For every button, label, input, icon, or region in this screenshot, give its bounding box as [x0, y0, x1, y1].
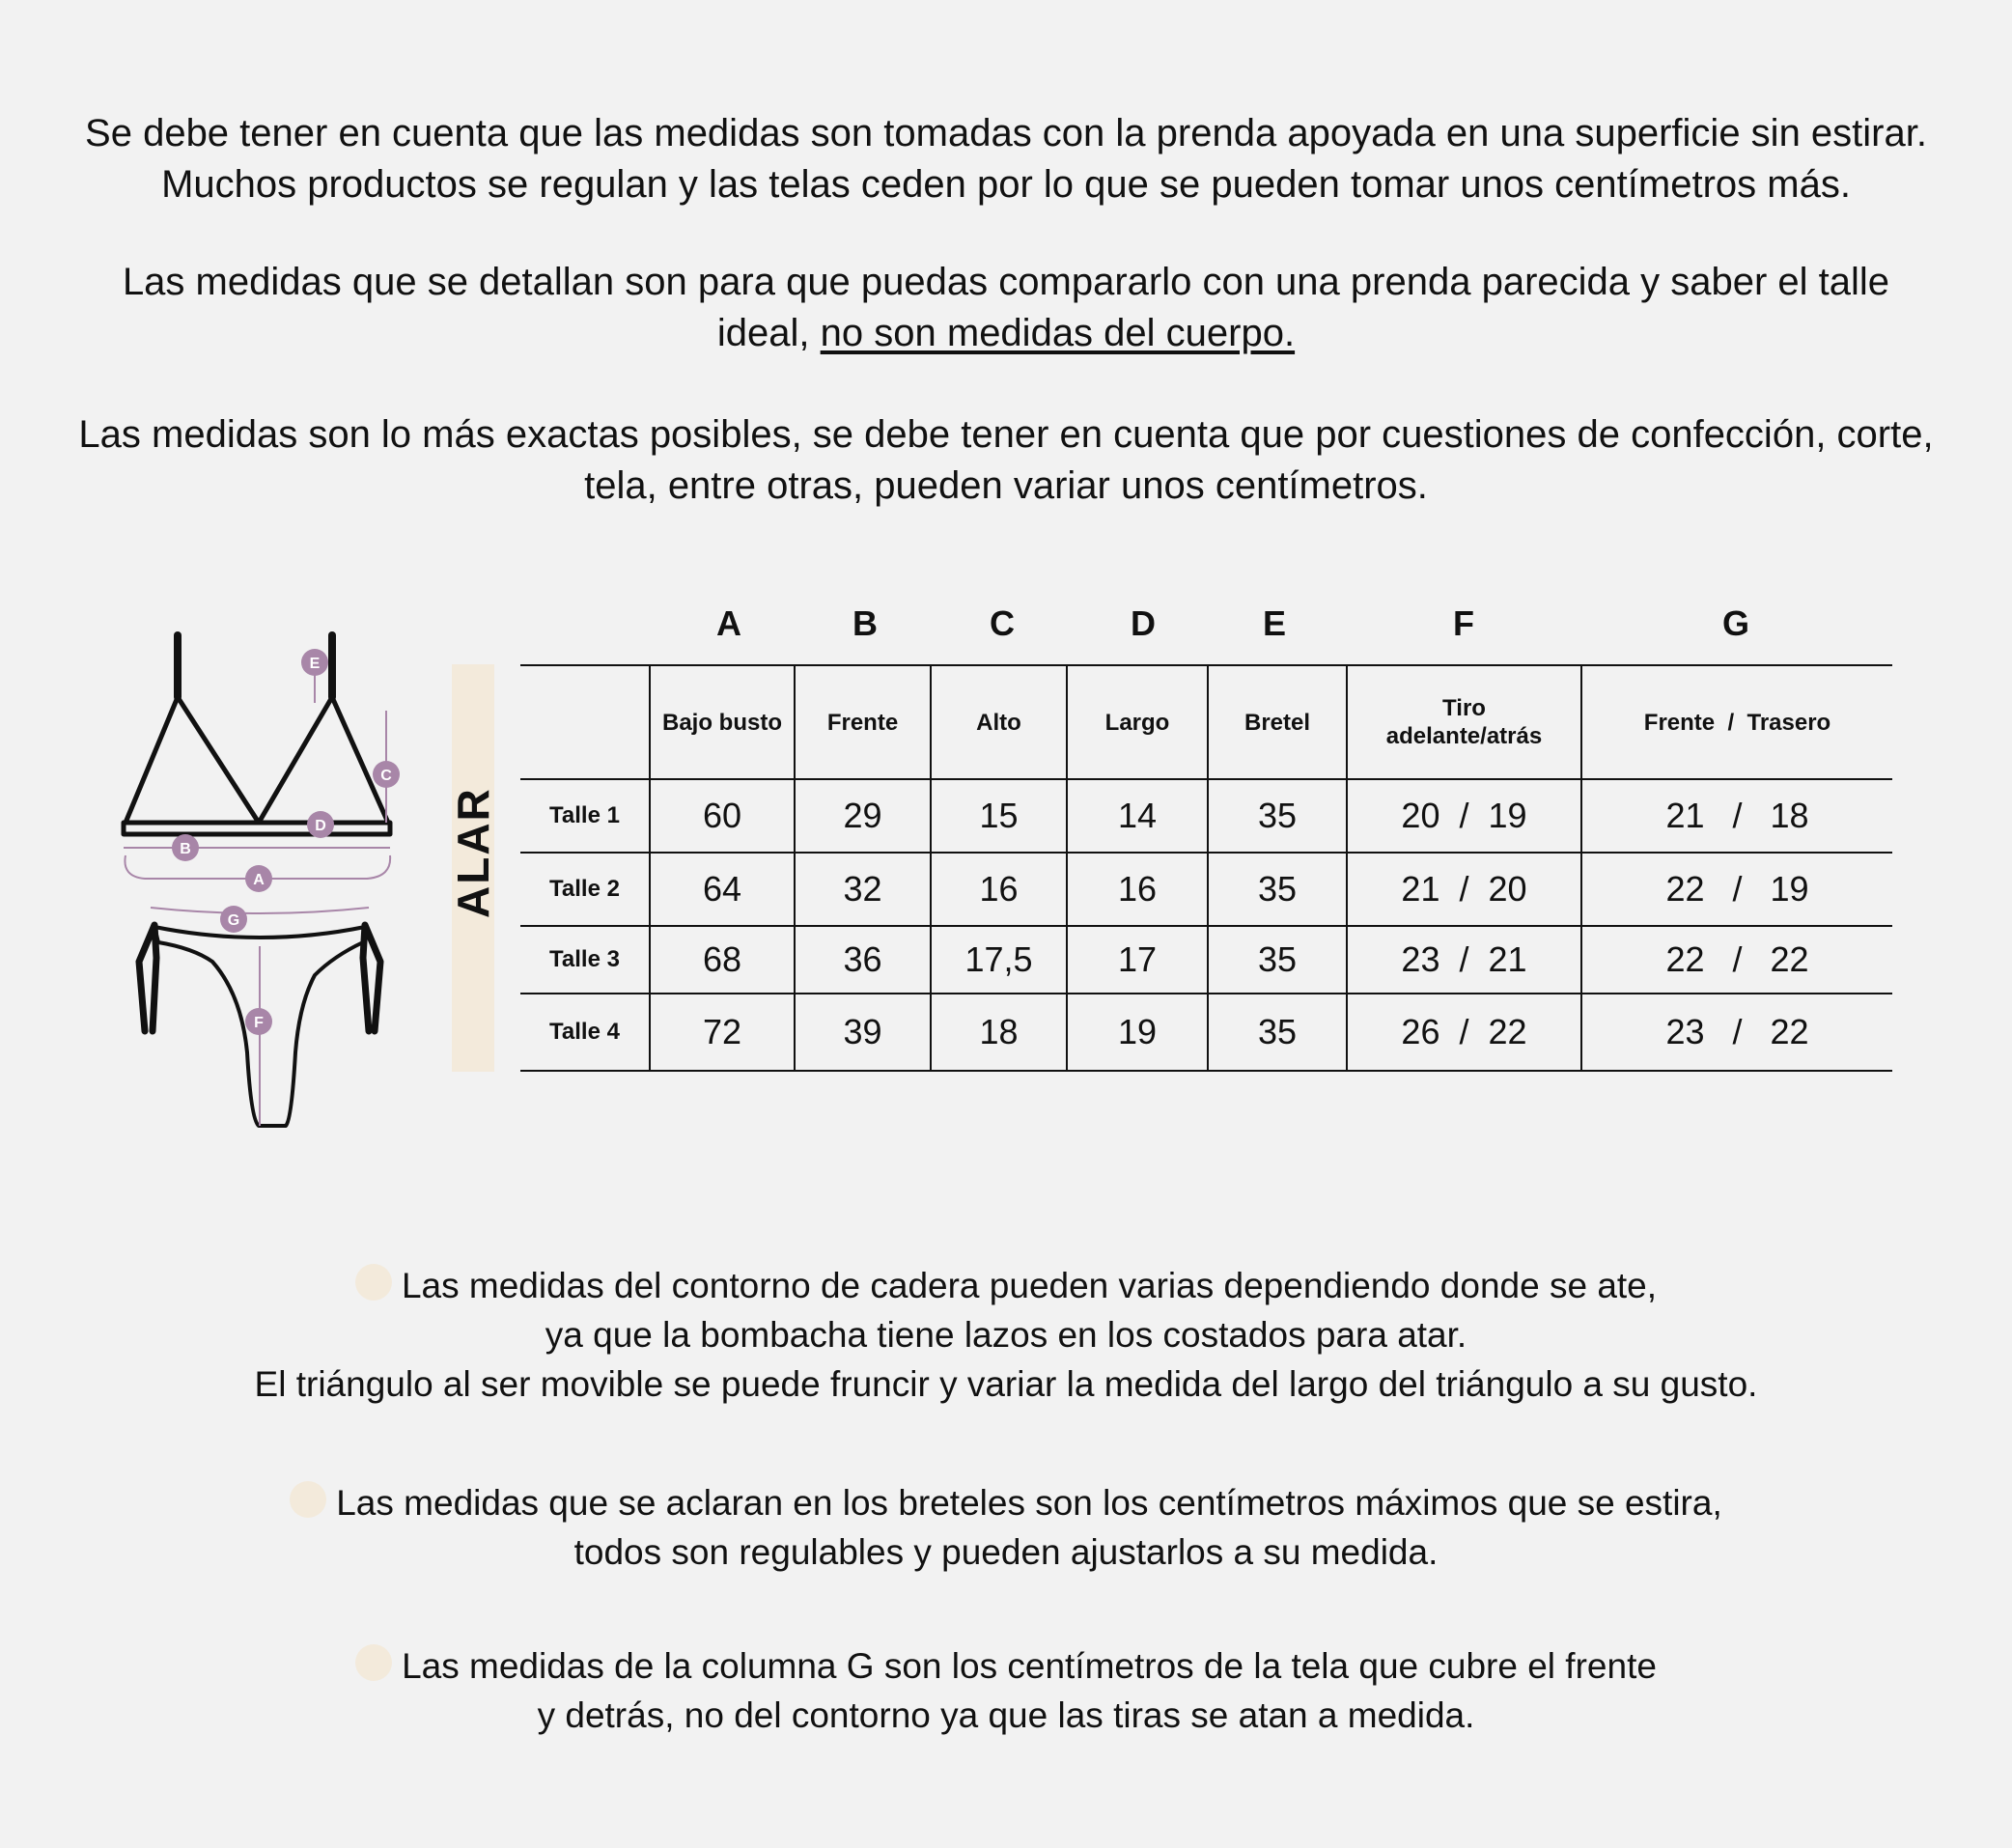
- cell-g: 21 / 18: [1581, 779, 1892, 853]
- bullet-icon: [290, 1481, 326, 1518]
- intro-p1-line1: Se debe tener en cuenta que las medidas son tomadas con la prenda apoyada en una superficie sin estirar.: [85, 112, 1927, 154]
- cell-b: 36: [795, 926, 931, 994]
- header-bretel: Bretel: [1208, 665, 1347, 779]
- cell-a: 60: [650, 779, 795, 853]
- bullet-icon: [355, 1264, 392, 1301]
- column-letter-f: F: [1453, 603, 1474, 643]
- header-bajo-busto: Bajo busto: [650, 665, 795, 779]
- header-empty: [520, 665, 650, 779]
- cell-d: 16: [1067, 853, 1208, 926]
- cell-c: 18: [931, 994, 1067, 1071]
- cell-f: 23 / 21: [1347, 926, 1581, 994]
- bikini-top-drawing: [124, 635, 390, 834]
- cell-c: 15: [931, 779, 1067, 853]
- cell-d: 17: [1067, 926, 1208, 994]
- marker-g: G: [227, 912, 240, 929]
- cell-b: 32: [795, 853, 931, 926]
- intro-paragraph-3: [0, 409, 2012, 512]
- size-label: Talle 4: [549, 1019, 620, 1045]
- cell-f: 20 / 19: [1347, 779, 1581, 853]
- measurement-marker-labels: [180, 656, 392, 1031]
- column-letter-b: B: [852, 603, 878, 643]
- bullet-icon: [355, 1644, 392, 1681]
- size-table: [520, 664, 1892, 1072]
- note-2: [0, 1478, 2012, 1577]
- table-row: [520, 853, 1892, 926]
- intro-p2-line2: [0, 308, 2012, 359]
- note-3-line1: Las medidas de la columna G son los centímetros de la tela que cubre el frente: [0, 1641, 2012, 1691]
- column-letter-g: G: [1721, 603, 1749, 643]
- marker-b: B: [180, 841, 191, 857]
- cell-f: 21 / 20: [1347, 853, 1581, 926]
- size-label: Talle 2: [549, 876, 620, 902]
- table-row: [520, 926, 1892, 994]
- cell-e: 35: [1208, 994, 1347, 1071]
- column-letter-c: C: [990, 603, 1015, 643]
- marker-f: F: [254, 1015, 264, 1031]
- cell-f: 26 / 22: [1347, 994, 1581, 1071]
- cell-b: 39: [795, 994, 931, 1071]
- intro-paragraph-2: [0, 257, 2012, 359]
- cell-b: 29: [795, 779, 931, 853]
- cell-e: 35: [1208, 926, 1347, 994]
- marker-c: C: [380, 768, 392, 784]
- cell-e: 35: [1208, 853, 1347, 926]
- cell-d: 19: [1067, 994, 1208, 1071]
- header-alto: Alto: [931, 665, 1067, 779]
- cell-e: 35: [1208, 779, 1347, 853]
- size-label: Talle 3: [549, 946, 620, 972]
- cell-a: 72: [650, 994, 795, 1071]
- marker-e: E: [309, 656, 321, 672]
- header-tiro: Tiro adelante/atrás: [1347, 665, 1581, 779]
- note-1-line3: El triángulo al ser movible se puede fruncir y variar la medida del largo del triángulo a su gusto.: [254, 1364, 1758, 1404]
- intro-paragraph-1: [0, 108, 2012, 210]
- cell-c: 17,5: [931, 926, 1067, 994]
- table-row: [520, 779, 1892, 853]
- note-2-line1: Las medidas que se aclaran en los breteles son los centímetros máximos que se estira,: [0, 1478, 2012, 1527]
- note-2-line2: todos son regulables y pueden ajustarlos a su medida.: [573, 1532, 1439, 1572]
- table-header-row: [520, 665, 1892, 779]
- table-row: [520, 994, 1892, 1071]
- intro-p3-line2: tela, entre otras, pueden variar unos centímetros.: [584, 464, 1428, 507]
- column-letter-e: E: [1262, 603, 1286, 643]
- size-label: Talle 1: [549, 802, 620, 828]
- note-3-line2: y detrás, no del contorno ya que las tiras se atan a medida.: [537, 1695, 1475, 1735]
- intro-p3-line1: Las medidas son lo más exactas posibles, se debe tener en cuenta que por cuestiones de confección, corte,: [78, 413, 1934, 456]
- note-3: [0, 1641, 2012, 1740]
- marker-a: A: [253, 872, 265, 888]
- intro-p1-line2: Muchos productos se regulan y las telas ceden por lo que se pueden tomar unos centímetros más.: [161, 163, 1851, 206]
- note-1: [0, 1261, 2012, 1409]
- cell-g: 22 / 19: [1581, 853, 1892, 926]
- note-1-line1: Las medidas del contorno de cadera pueden varias dependiendo donde se ate,: [0, 1261, 2012, 1310]
- column-letter-a: A: [716, 603, 741, 643]
- cell-g: 23 / 22: [1581, 994, 1892, 1071]
- header-frente: Frente: [795, 665, 931, 779]
- cell-a: 64: [650, 853, 795, 926]
- cell-g: 22 / 22: [1581, 926, 1892, 994]
- header-frente-trasero: Frente / Trasero: [1581, 665, 1892, 779]
- cell-c: 16: [931, 853, 1067, 926]
- header-largo: Largo: [1067, 665, 1208, 779]
- cell-d: 14: [1067, 779, 1208, 853]
- column-letter-d: D: [1131, 603, 1156, 643]
- underlined-note: no son medidas del cuerpo.: [820, 312, 1296, 354]
- marker-d: D: [315, 818, 326, 834]
- intro-p2-line2-start: ideal,: [716, 312, 821, 354]
- note-1-line2: ya que la bombacha tiene lazos en los costados para atar.: [545, 1315, 1467, 1355]
- intro-p2-line1: Las medidas que se detallan son para que puedas compararlo con una prenda parecida y saber el talle: [122, 261, 1890, 303]
- brand-label: ALAR: [448, 787, 498, 918]
- cell-a: 68: [650, 926, 795, 994]
- bikini-measurement-diagram: [106, 618, 415, 1139]
